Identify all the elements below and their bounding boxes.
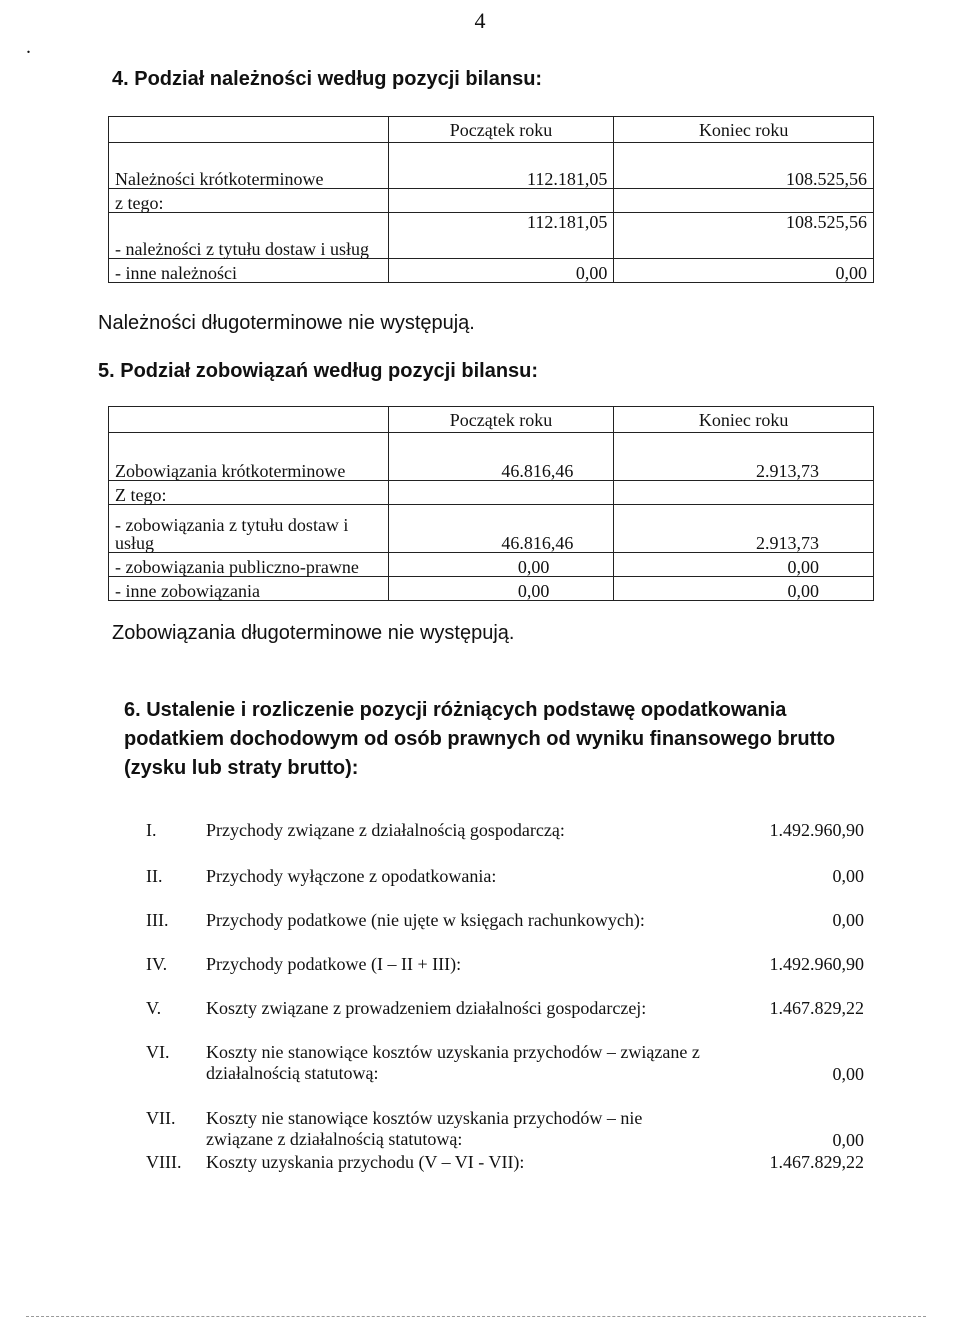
row-label: Z tego: — [109, 481, 389, 505]
page-edge-line — [26, 1316, 926, 1317]
stray-mark: . — [26, 36, 31, 58]
liabilities-table — [108, 406, 874, 601]
table-row — [109, 259, 874, 283]
page-number: 4 — [474, 8, 486, 33]
row-start: 0,00 — [388, 259, 614, 283]
row-end — [614, 189, 874, 213]
item-text: Przychody podatkowe (nie ujęte w księgach rachunkowych): — [206, 910, 645, 930]
item-value: 0,00 — [832, 910, 864, 930]
section-6-title: 6. Ustalenie i rozliczenie pozycji różniących podstawę opodatkowania podatkiem dochodowym od osób prawnych od wyniku finansowego brutto (zysku lub straty brutto): — [124, 699, 836, 779]
header-start: Początek roku — [388, 407, 614, 433]
header-end: Koniec roku — [614, 407, 874, 433]
row-label: - zobowiązania publiczno-prawne — [109, 553, 389, 577]
table-row — [109, 553, 874, 577]
item-number: I. — [146, 820, 157, 840]
section-5-title: 5. Podział zobowiązań według pozycji bilansu: — [98, 360, 539, 382]
row-start: 112.181,05 — [388, 143, 614, 189]
row-start: 0,00 — [388, 577, 614, 601]
item-text: Przychody wyłączone z opodatkowania: — [206, 866, 497, 886]
row-label: - inne zobowiązania — [109, 577, 389, 601]
item-text: Przychody związane z działalnością gospodarczą: — [206, 820, 565, 840]
row-start — [388, 189, 614, 213]
item-value: 1.467.829,22 — [769, 998, 864, 1018]
row-start — [388, 481, 614, 505]
row-end: 108.525,56 — [614, 213, 874, 259]
item-text: Koszty nie stanowiące kosztów uzyskania przychodów – związane z działalnością statutową: — [206, 1042, 700, 1083]
item-number: II. — [146, 866, 163, 886]
item-number: VIII. — [146, 1152, 182, 1172]
row-label: z tego: — [109, 189, 389, 213]
item-value: 0,00 — [832, 866, 864, 886]
row-end: 2.913,73 — [614, 505, 874, 553]
item-value: 0,00 — [832, 1064, 864, 1084]
table-row — [109, 481, 874, 505]
table-row — [109, 189, 874, 213]
row-end: 2.913,73 — [614, 433, 874, 481]
row-label: Należności krótkoterminowe — [109, 143, 389, 189]
item-number: VII. — [146, 1108, 176, 1128]
item-number: III. — [146, 910, 169, 930]
row-end — [614, 481, 874, 505]
row-label: Zobowiązania krótkoterminowe — [109, 433, 389, 481]
item-number: VI. — [146, 1042, 170, 1062]
item-value: 1.467.829,22 — [769, 1152, 864, 1172]
table-row — [109, 577, 874, 601]
row-end: 0,00 — [614, 577, 874, 601]
item-text: Koszty związane z prowadzeniem działalności gospodarczej: — [206, 998, 647, 1018]
item-text: Przychody podatkowe (I – II + III): — [206, 954, 462, 974]
item-value: 1.492.960,90 — [769, 954, 864, 974]
table-row — [109, 213, 874, 259]
section-4-title: 4. Podział należności według pozycji bilansu: — [112, 68, 543, 90]
row-end: 0,00 — [614, 259, 874, 283]
table-row — [109, 505, 874, 553]
row-label: - należności z tytułu dostaw i usług — [109, 213, 389, 259]
table-header-row — [109, 117, 874, 143]
item-number: V. — [146, 998, 162, 1018]
row-start: 46.816,46 — [388, 433, 614, 481]
receivables-table — [108, 116, 874, 283]
row-start: 112.181,05 — [388, 213, 614, 259]
header-blank — [109, 117, 389, 143]
row-end: 108.525,56 — [614, 143, 874, 189]
row-label: - zobowiązania z tytułu dostaw i usług — [109, 505, 389, 553]
table-header-row — [109, 407, 874, 433]
table-row — [109, 433, 874, 481]
header-start: Początek roku — [388, 117, 614, 143]
row-start: 0,00 — [388, 553, 614, 577]
header-end: Koniec roku — [614, 117, 874, 143]
item-value: 1.492.960,90 — [769, 820, 864, 840]
header-blank — [109, 407, 389, 433]
item-text: Koszty uzyskania przychodu (V – VI - VII): — [206, 1152, 525, 1172]
table-row — [109, 143, 874, 189]
item-text: Koszty nie stanowiące kosztów uzyskania przychodów – nie związane z działalnością statutową: — [206, 1108, 643, 1149]
item-value: 0,00 — [832, 1130, 864, 1150]
row-label: - inne należności — [109, 259, 389, 283]
item-number: IV. — [146, 954, 168, 974]
row-start: 46.816,46 — [388, 505, 614, 553]
section-4-note: Należności długoterminowe nie występują. — [98, 312, 475, 334]
row-end: 0,00 — [614, 553, 874, 577]
section-5-note: Zobowiązania długoterminowe nie występują. — [112, 622, 515, 644]
